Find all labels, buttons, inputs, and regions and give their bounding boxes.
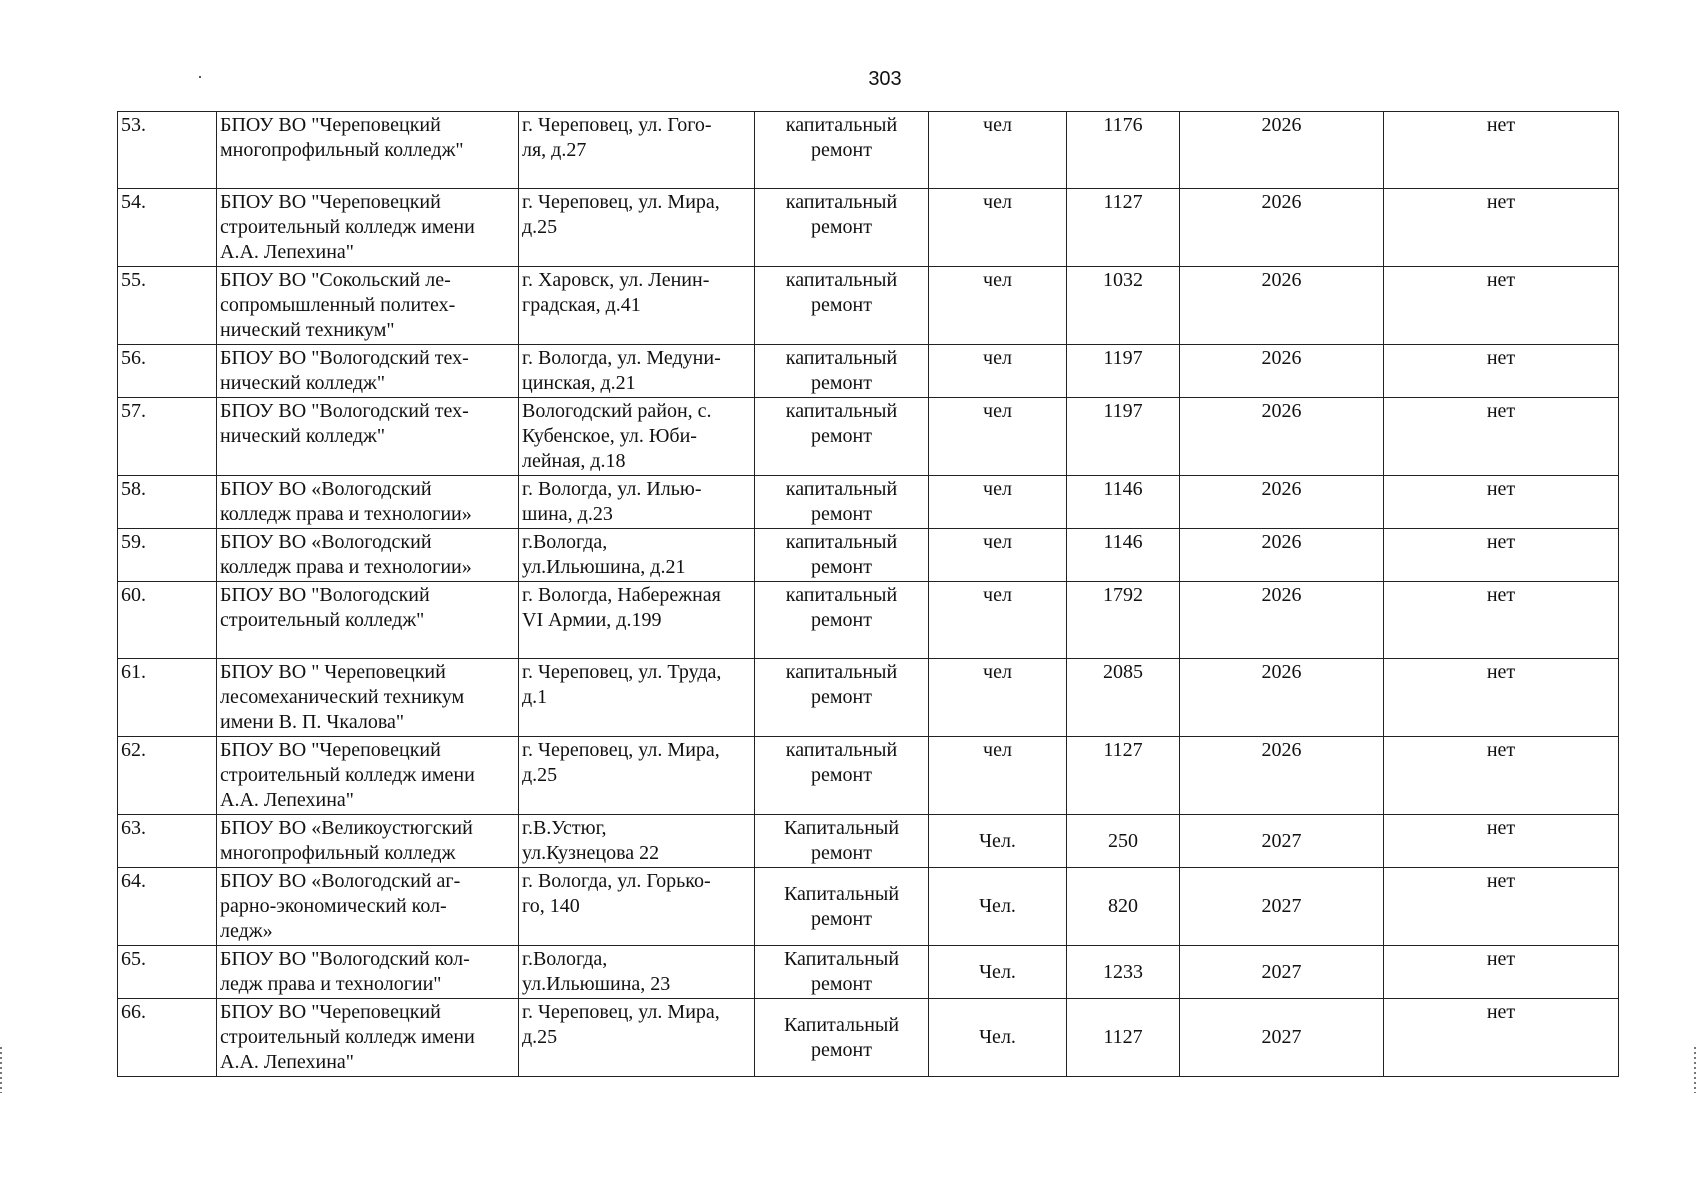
quantity-text: 2085 — [1103, 661, 1143, 683]
quantity-text: 1197 — [1103, 347, 1143, 369]
cell-unit — [929, 815, 1067, 868]
row-number-text: 57. — [121, 400, 146, 422]
institution-address-text: г. Вологда, ул. Горько- го, 140 — [522, 870, 711, 917]
cell-institution-address — [519, 946, 755, 999]
cell-year — [1180, 737, 1384, 815]
institution-name-text: БПОУ ВО "Вологодский строительный колледж" — [220, 584, 430, 631]
cell-year — [1180, 476, 1384, 529]
cell-institution-address — [519, 529, 755, 582]
table-row — [118, 398, 1619, 476]
cell-unit — [929, 189, 1067, 267]
cell-row-number — [118, 112, 217, 189]
table-row — [118, 737, 1619, 815]
work-type-text: капитальный ремонт — [785, 347, 898, 394]
cell-institution-name — [217, 112, 519, 189]
cell-institution-name — [217, 529, 519, 582]
cell-year — [1180, 946, 1384, 999]
institution-name-text: БПОУ ВО "Череповецкий строительный колледж имени А.А. Лепехина" — [220, 1001, 475, 1073]
unit-text: чел — [983, 661, 1012, 683]
cell-year — [1180, 398, 1384, 476]
cell-institution-name — [217, 189, 519, 267]
facilities-table — [117, 111, 1619, 1077]
table-row — [118, 815, 1619, 868]
year-text: 2026 — [1261, 347, 1302, 369]
note-text: нет — [1486, 817, 1516, 839]
note-text: нет — [1486, 531, 1516, 553]
work-type-text: капитальный ремонт — [785, 400, 898, 447]
cell-unit — [929, 345, 1067, 398]
cell-row-number — [118, 345, 217, 398]
institution-address-text: г. Череповец, ул. Труда, д.1 — [522, 661, 722, 708]
year-text: 2027 — [1261, 829, 1302, 852]
quantity-text: 1032 — [1103, 269, 1143, 291]
quantity-text: 1233 — [1103, 960, 1143, 983]
cell-unit — [929, 529, 1067, 582]
cell-institution-name — [217, 946, 519, 999]
scan-edge-mark-right — [1694, 1047, 1696, 1093]
cell-note — [1384, 737, 1619, 815]
note-text: нет — [1486, 1001, 1516, 1023]
cell-quantity — [1067, 189, 1180, 267]
year-text: 2027 — [1261, 960, 1302, 983]
institution-address-text: г. Череповец, ул. Мира, д.25 — [522, 1001, 720, 1048]
row-number-text: 54. — [121, 191, 146, 213]
cell-row-number — [118, 659, 217, 737]
cell-note — [1384, 582, 1619, 659]
work-type-text: капитальный ремонт — [785, 478, 898, 525]
cell-year — [1180, 112, 1384, 189]
note-text: нет — [1486, 739, 1516, 761]
unit-text: чел — [983, 531, 1012, 553]
cell-quantity — [1067, 112, 1180, 189]
cell-row-number — [118, 582, 217, 659]
cell-work-type — [755, 659, 929, 737]
year-text: 2026 — [1261, 478, 1302, 500]
row-number-text: 62. — [121, 739, 146, 761]
institution-address-text: г. Череповец, ул. Гого- ля, д.27 — [522, 114, 712, 161]
cell-work-type — [755, 345, 929, 398]
institution-address-text: г. Харовск, ул. Ленин- градская, д.41 — [522, 269, 710, 316]
cell-work-type — [755, 999, 929, 1077]
table-row — [118, 112, 1619, 189]
work-type-text: капитальный ремонт — [785, 739, 898, 786]
unit-text: чел — [983, 400, 1012, 422]
cell-quantity — [1067, 345, 1180, 398]
work-type-text: Капитальный ремонт — [783, 882, 900, 930]
table-row — [118, 529, 1619, 582]
cell-quantity — [1067, 398, 1180, 476]
cell-year — [1180, 267, 1384, 345]
cell-quantity — [1067, 476, 1180, 529]
cell-work-type — [755, 476, 929, 529]
cell-year — [1180, 999, 1384, 1077]
institution-name-text: БПОУ ВО «Вологодский колледж права и технологии» — [220, 531, 472, 578]
row-number-text: 66. — [121, 1001, 146, 1023]
cell-work-type — [755, 267, 929, 345]
institution-name-text: БПОУ ВО "Череповецкий строительный колледж имени А.А. Лепехина" — [220, 739, 475, 811]
row-number-text: 64. — [121, 870, 146, 892]
year-text: 2026 — [1261, 269, 1302, 291]
cell-unit — [929, 737, 1067, 815]
cell-row-number — [118, 476, 217, 529]
cell-unit — [929, 267, 1067, 345]
note-text: нет — [1486, 269, 1516, 291]
note-text: нет — [1486, 661, 1516, 683]
quantity-text: 1127 — [1103, 739, 1143, 761]
row-number-text: 53. — [121, 114, 146, 136]
cell-unit — [929, 582, 1067, 659]
work-type-text: капитальный ремонт — [785, 191, 898, 238]
quantity-text: 250 — [1108, 829, 1138, 852]
cell-institution-name — [217, 582, 519, 659]
cell-row-number — [118, 737, 217, 815]
cell-note — [1384, 398, 1619, 476]
cell-work-type — [755, 868, 929, 946]
unit-text: чел — [983, 478, 1012, 500]
institution-name-text: БПОУ ВО «Вологодский колледж права и технологии» — [220, 478, 472, 525]
cell-note — [1384, 476, 1619, 529]
institution-name-text: БПОУ ВО «Великоустюгский многопрофильный колледж — [220, 817, 473, 864]
cell-note — [1384, 267, 1619, 345]
page-number: 303 — [868, 68, 902, 90]
cell-unit — [929, 868, 1067, 946]
row-number-text: 63. — [121, 817, 146, 839]
cell-work-type — [755, 529, 929, 582]
unit-text: Чел. — [979, 960, 1016, 983]
cell-row-number — [118, 189, 217, 267]
cell-institution-name — [217, 815, 519, 868]
note-text: нет — [1486, 191, 1516, 213]
institution-address-text: г. Вологда, ул. Илью- шина, д.23 — [522, 478, 702, 525]
year-text: 2026 — [1261, 400, 1302, 422]
cell-institution-address — [519, 267, 755, 345]
cell-institution-address — [519, 582, 755, 659]
cell-year — [1180, 659, 1384, 737]
cell-unit — [929, 476, 1067, 529]
cell-work-type — [755, 815, 929, 868]
unit-text: Чел. — [979, 895, 1016, 917]
unit-text: чел — [983, 584, 1012, 606]
cell-institution-name — [217, 737, 519, 815]
work-type-text: Капитальный ремонт — [783, 817, 900, 864]
note-text: нет — [1486, 114, 1516, 136]
quantity-text: 1146 — [1103, 478, 1143, 500]
unit-text: чел — [983, 739, 1012, 761]
cell-unit — [929, 398, 1067, 476]
work-type-text: капитальный ремонт — [785, 661, 898, 708]
cell-institution-name — [217, 659, 519, 737]
table-row — [118, 868, 1619, 946]
cell-institution-address — [519, 476, 755, 529]
cell-work-type — [755, 189, 929, 267]
quantity-text: 1197 — [1103, 400, 1143, 422]
cell-row-number — [118, 946, 217, 999]
cell-work-type — [755, 112, 929, 189]
institution-address-text: г. Череповец, ул. Мира, д.25 — [522, 739, 720, 786]
cell-quantity — [1067, 737, 1180, 815]
cell-institution-name — [217, 868, 519, 946]
table-row — [118, 345, 1619, 398]
cell-note — [1384, 659, 1619, 737]
year-text: 2027 — [1261, 1026, 1302, 1048]
year-text: 2026 — [1261, 584, 1302, 606]
work-type-text: капитальный ремонт — [785, 114, 898, 161]
quantity-text: 1127 — [1103, 1026, 1143, 1048]
cell-institution-address — [519, 659, 755, 737]
note-text: нет — [1486, 948, 1516, 970]
institution-address-text: г.Вологда, ул.Ильюшина, 23 — [522, 948, 671, 995]
row-number-text: 58. — [121, 478, 146, 500]
quantity-text: 1176 — [1103, 114, 1143, 136]
year-text: 2026 — [1261, 114, 1302, 136]
scan-edge-mark-left — [0, 1047, 2, 1093]
cell-note — [1384, 868, 1619, 946]
year-text: 2027 — [1261, 895, 1302, 917]
cell-quantity — [1067, 659, 1180, 737]
cell-note — [1384, 189, 1619, 267]
quantity-text: 1127 — [1103, 191, 1143, 213]
cell-unit — [929, 659, 1067, 737]
work-type-text: капитальный ремонт — [785, 269, 898, 316]
cell-note — [1384, 946, 1619, 999]
cell-institution-name — [217, 999, 519, 1077]
cell-year — [1180, 189, 1384, 267]
row-number-text: 60. — [121, 584, 146, 606]
row-number-text: 55. — [121, 269, 146, 291]
year-text: 2026 — [1261, 191, 1302, 213]
institution-name-text: БПОУ ВО "Вологодский тех- нический колледж" — [220, 400, 469, 447]
institution-name-text: БПОУ ВО «Вологодский аг- рарно-экономический кол- ледж» — [220, 870, 461, 942]
unit-text: чел — [983, 269, 1012, 291]
institution-name-text: БПОУ ВО "Череповецкий многопрофильный колледж" — [220, 114, 464, 161]
cell-row-number — [118, 267, 217, 345]
institution-address-text: г.Вологда, ул.Ильюшина, д.21 — [522, 531, 686, 578]
cell-institution-address — [519, 345, 755, 398]
institution-address-text: Вологодский район, с. Кубенское, ул. Юби- лейная, д.18 — [522, 400, 712, 472]
institution-name-text: БПОУ ВО "Вологодский кол- ледж права и технологии" — [220, 948, 470, 995]
cell-work-type — [755, 737, 929, 815]
cell-unit — [929, 112, 1067, 189]
cell-note — [1384, 529, 1619, 582]
cell-note — [1384, 345, 1619, 398]
cell-quantity — [1067, 267, 1180, 345]
unit-text: чел — [983, 191, 1012, 213]
institution-name-text: БПОУ ВО "Сокольский ле- сопромышленный политех- нический техникум" — [220, 269, 456, 341]
cell-unit — [929, 999, 1067, 1077]
table-body — [118, 112, 1619, 1077]
cell-year — [1180, 529, 1384, 582]
cell-institution-address — [519, 112, 755, 189]
cell-note — [1384, 999, 1619, 1077]
work-type-text: капитальный ремонт — [785, 584, 898, 631]
cell-year — [1180, 582, 1384, 659]
row-number-text: 65. — [121, 948, 146, 970]
year-text: 2026 — [1261, 531, 1302, 553]
institution-address-text: г.В.Устюг, ул.Кузнецова 22 — [522, 817, 660, 864]
institution-name-text: БПОУ ВО "Череповецкий строительный колледж имени А.А. Лепехина" — [220, 191, 475, 263]
note-text: нет — [1486, 400, 1516, 422]
work-type-text: Капитальный ремонт — [783, 1013, 900, 1061]
cell-institution-address — [519, 737, 755, 815]
cell-institution-address — [519, 999, 755, 1077]
cell-year — [1180, 868, 1384, 946]
quantity-text: 820 — [1108, 895, 1138, 917]
cell-note — [1384, 112, 1619, 189]
work-type-text: Капитальный ремонт — [783, 948, 900, 995]
cell-quantity — [1067, 868, 1180, 946]
year-text: 2026 — [1261, 661, 1302, 683]
cell-institution-address — [519, 398, 755, 476]
table-row — [118, 999, 1619, 1077]
table-row — [118, 582, 1619, 659]
cell-row-number — [118, 999, 217, 1077]
cell-quantity — [1067, 999, 1180, 1077]
unit-text: чел — [983, 347, 1012, 369]
cell-quantity — [1067, 815, 1180, 868]
cell-year — [1180, 815, 1384, 868]
institution-name-text: БПОУ ВО " Череповецкий лесомеханический техникум имени В. П. Чкалова" — [220, 661, 465, 733]
quantity-text: 1146 — [1103, 531, 1143, 553]
institution-address-text: г. Вологда, Набережная VI Армии, д.199 — [522, 584, 721, 631]
cell-institution-name — [217, 345, 519, 398]
cell-work-type — [755, 582, 929, 659]
unit-text: Чел. — [979, 829, 1016, 852]
row-number-text: 56. — [121, 347, 146, 369]
note-text: нет — [1486, 347, 1516, 369]
cell-quantity — [1067, 582, 1180, 659]
institution-address-text: г. Вологда, ул. Медуни- цинская, д.21 — [522, 347, 721, 394]
cell-quantity — [1067, 946, 1180, 999]
cell-institution-name — [217, 267, 519, 345]
unit-text: Чел. — [979, 1026, 1016, 1048]
note-text: нет — [1486, 478, 1516, 500]
row-number-text: 59. — [121, 531, 146, 553]
table-row — [118, 476, 1619, 529]
note-text: нет — [1486, 584, 1516, 606]
cell-year — [1180, 345, 1384, 398]
unit-text: чел — [983, 114, 1012, 136]
cell-row-number — [118, 868, 217, 946]
cell-row-number — [118, 815, 217, 868]
table-row — [118, 267, 1619, 345]
institution-address-text: г. Череповец, ул. Мира, д.25 — [522, 191, 720, 238]
cell-institution-name — [217, 398, 519, 476]
cell-quantity — [1067, 529, 1180, 582]
cell-row-number — [118, 529, 217, 582]
cell-institution-address — [519, 815, 755, 868]
cell-institution-address — [519, 189, 755, 267]
table-row — [118, 189, 1619, 267]
cell-row-number — [118, 398, 217, 476]
cell-unit — [929, 946, 1067, 999]
cell-institution-address — [519, 868, 755, 946]
quantity-text: 1792 — [1103, 584, 1143, 606]
year-text: 2026 — [1261, 739, 1302, 761]
cell-work-type — [755, 946, 929, 999]
cell-work-type — [755, 398, 929, 476]
table-row — [118, 946, 1619, 999]
row-number-text: 61. — [121, 661, 146, 683]
cell-institution-name — [217, 476, 519, 529]
table-row — [118, 659, 1619, 737]
cell-note — [1384, 815, 1619, 868]
institution-name-text: БПОУ ВО "Вологодский тех- нический колледж" — [220, 347, 469, 394]
work-type-text: капитальный ремонт — [785, 531, 898, 578]
note-text: нет — [1486, 870, 1516, 892]
